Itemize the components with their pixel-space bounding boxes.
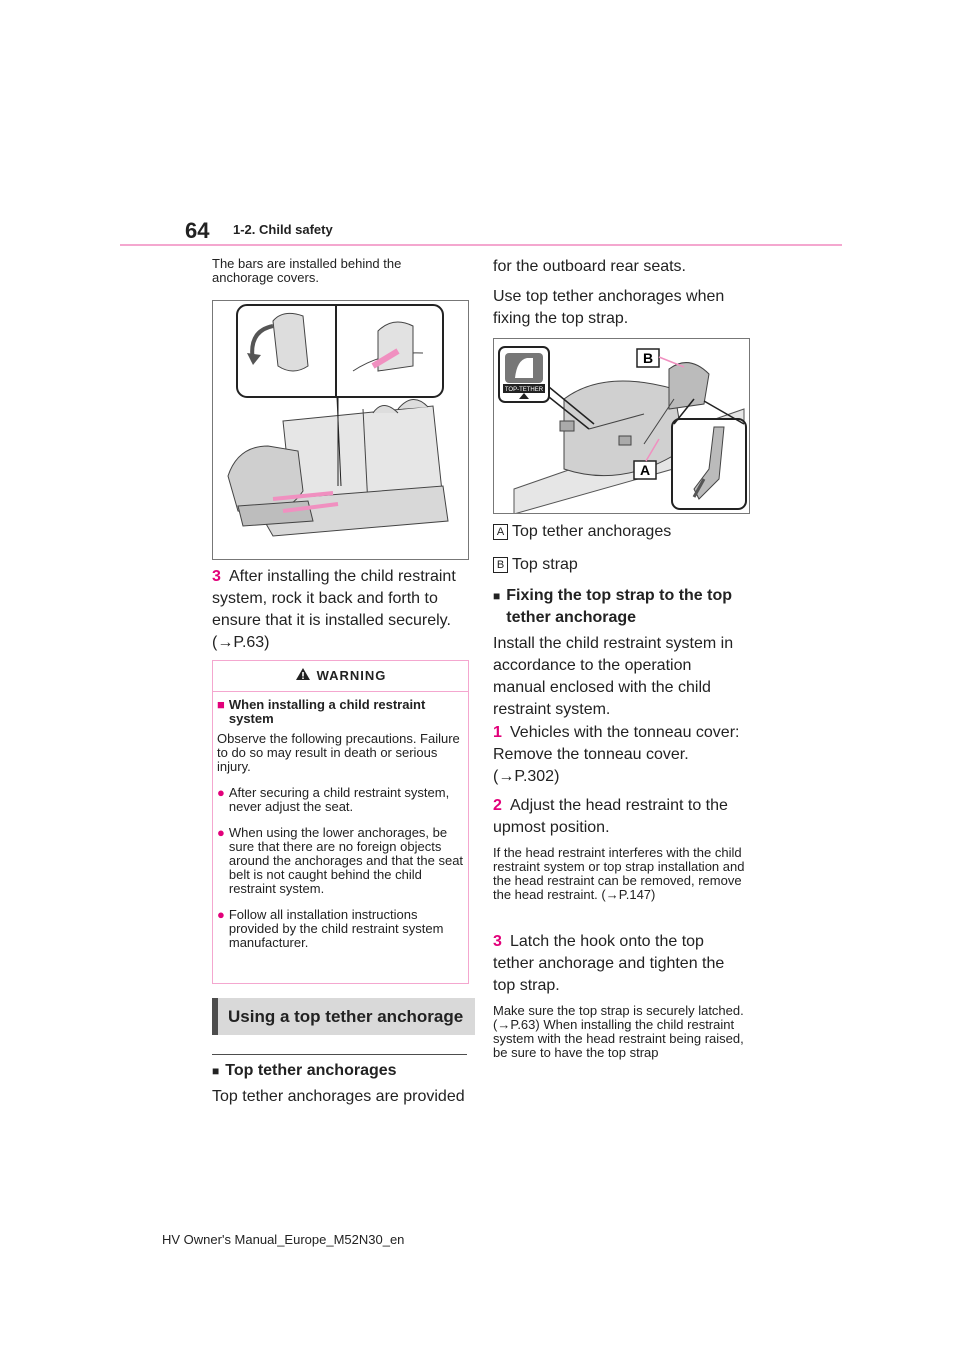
page-number: 64 bbox=[185, 218, 210, 243]
bullet-icon: ● bbox=[217, 825, 225, 840]
step-number: 3 bbox=[212, 568, 221, 585]
warning-bullet: ● Follow all installation instructions provided by the child restraint system manufacturer. bbox=[217, 907, 444, 950]
warning-bullet: ● When using the lower anchorages, be sure that there are no foreign objects around the anchorages and that the seat belt is not caught behind the child restraint system. bbox=[217, 825, 464, 896]
step-text: Latch the hook onto the top tether anchorage and tighten the top strap. bbox=[493, 933, 725, 994]
label-b: B bbox=[642, 350, 654, 366]
step-number: 3 bbox=[493, 933, 502, 950]
figure-top-tether bbox=[493, 338, 750, 514]
top-tether-illustration bbox=[494, 339, 749, 513]
warning-triangle-icon bbox=[295, 662, 311, 692]
legend-text: Top strap bbox=[512, 556, 578, 573]
right-step-3 bbox=[493, 931, 748, 997]
section-heading: Using a top tether anchorage bbox=[212, 998, 475, 1035]
warning-header bbox=[213, 661, 468, 692]
right-step-1 bbox=[493, 722, 753, 788]
label-a: A bbox=[639, 462, 651, 478]
anchorage-cover-illustration bbox=[213, 301, 468, 559]
footer-text: HV Owner's Manual_Europe_M52N30_en bbox=[162, 1232, 405, 1247]
icon-text: TOP-TETHER bbox=[504, 387, 544, 393]
square-bullet-icon: ■ bbox=[212, 1064, 220, 1078]
step-number: 1 bbox=[493, 724, 502, 741]
right-paragraph-3: Install the child restraint system in accordance to the operation manual enclosed with the child restraint system. bbox=[493, 635, 734, 718]
warning-title: WARNING bbox=[316, 668, 387, 683]
intro-text: The bars are installed behind the anchorage covers. bbox=[212, 256, 402, 285]
section-heading-rule bbox=[212, 1054, 467, 1055]
figure-anchorage-covers bbox=[212, 300, 469, 560]
square-bullet-icon: ■ bbox=[493, 589, 501, 603]
legend-item-b bbox=[493, 554, 753, 576]
header-rule bbox=[120, 244, 842, 246]
right-note-1: If the head restraint interferes with the child restraint system or top strap installation and the head restraint can be removed, remove the head restraint. (→P.147) bbox=[493, 845, 745, 902]
legend-text: Top tether anchorages bbox=[512, 523, 672, 540]
square-bullet-icon: ■ bbox=[217, 697, 225, 712]
warning-box bbox=[212, 660, 469, 984]
step-text: After installing the child restraint system, rock it back and forth to ensure that it is installed securely. (→P.63) bbox=[212, 568, 456, 651]
bullet-icon: ● bbox=[217, 907, 225, 922]
right-step-2 bbox=[493, 795, 748, 839]
legend-key: A bbox=[493, 524, 508, 540]
warning-bullet: ● After securing a child restraint system, never adjust the seat. bbox=[217, 785, 450, 814]
right-paragraph-1: for the outboard rear seats. bbox=[493, 258, 686, 275]
left-step-3 bbox=[212, 566, 467, 654]
right-note-2: Make sure the top strap is securely latched. (→P.63) When installing the child restraint system with the head restraint being raised, be sure to have the top strap bbox=[493, 1003, 744, 1060]
step-number: 2 bbox=[493, 797, 502, 814]
step-text: Vehicles with the tonneau cover: Remove the tonneau cover. (→P.302) bbox=[493, 724, 740, 785]
left-paragraph: Top tether anchorages are provided bbox=[212, 1088, 465, 1105]
section-title: 1-2. Child safety bbox=[233, 222, 333, 237]
legend-key: B bbox=[493, 557, 508, 573]
right-subheading: ■ Fixing the top strap to the top tether anchorage bbox=[493, 585, 748, 629]
legend-item-a bbox=[493, 521, 753, 543]
right-paragraph-2: Use top tether anchorages when fixing the top strap. bbox=[493, 288, 725, 327]
warning-heading: ■ When installing a child restraint system bbox=[217, 697, 426, 726]
left-subheading: ■ Top tether anchorages bbox=[212, 1060, 467, 1082]
bullet-icon: ● bbox=[217, 785, 225, 800]
step-text: Adjust the head restraint to the upmost position. bbox=[493, 797, 728, 836]
warning-text: Observe the following precautions. Failure to do so may result in death or serious injury. bbox=[217, 731, 460, 774]
